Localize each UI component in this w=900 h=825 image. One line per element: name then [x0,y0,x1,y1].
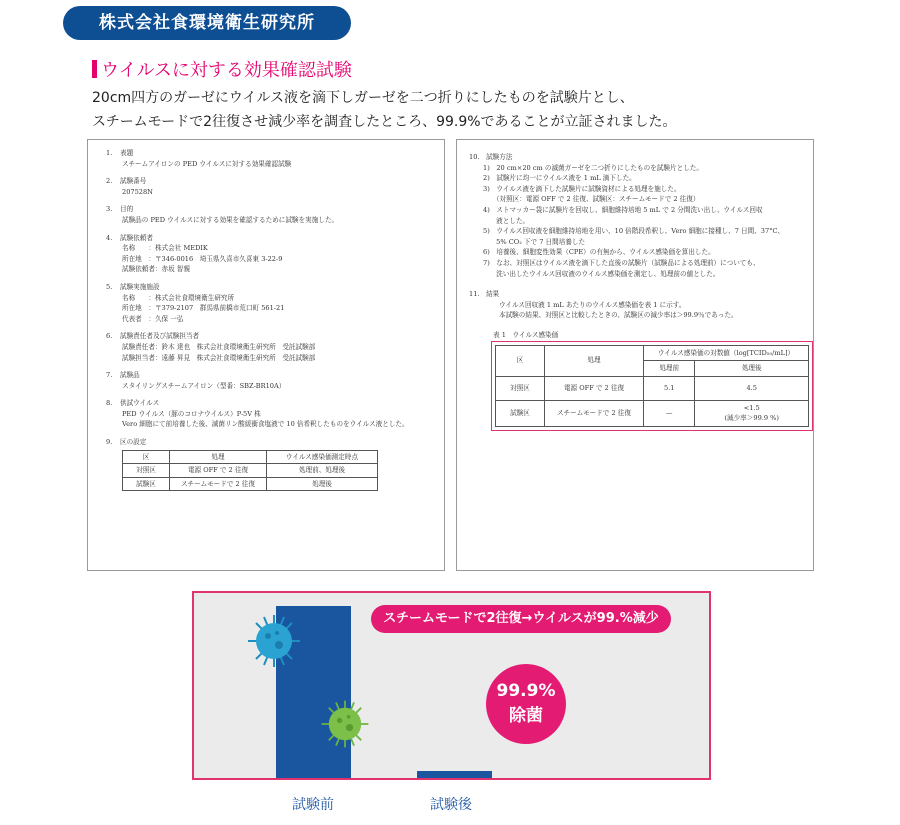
cell: 試験区 [496,400,545,426]
section-title: 試験責任者及び試験担当者 [120,332,200,341]
x-label-before: 試験前 [292,797,334,813]
section-line: 試験担当者：遠藤 昇見 株式会社食環境衛生研究所 受託試験部 [122,353,316,362]
method-step: 2) 試験片に均一にウイルス液を 1 mL 滴下した。 [483,174,636,183]
method-title: 10. 試験方法 [469,153,513,161]
result-title: 11. 結果 [469,290,500,299]
section-title: 目的 [120,205,134,214]
table-row [123,464,378,478]
result-table [495,345,809,427]
section-number: 7. [106,371,113,380]
heading-marker [92,60,97,78]
x-label-after: 試験後 [430,797,472,813]
result-line: ウイルス回収液 1 mL あたりのウイルス感染価を表 1 に示す。 [499,300,686,309]
method-step: （対照区：電源 OFF で 2 往復、試験区：スチームモードで 2 往復） [483,195,700,204]
section-heading [106,233,434,244]
table-row [496,400,809,426]
cell: スチームモードで 2 往復 [170,477,267,491]
badge-text: 除菌 [509,706,543,726]
section-number: 9. [106,438,113,447]
section-heading [106,398,434,409]
section-heading [106,204,434,215]
section-line: スチームアイロンの PED ウイルスに対する効果確認試験 [122,159,292,168]
section-line: 試験依頼者：赤坂 智親 [122,265,191,274]
section-number: 2. [106,177,113,186]
col-group: ウイルス感染価の対数値（log[TCID₅₀/mL]） [644,345,809,361]
section-heading [106,331,434,342]
bar-after [417,771,492,778]
method-step: 1) 20 cm×20 cm の滅菌ガーゼを二つ折りにしたものを試験片とした。 [483,163,703,172]
virus-icon [244,611,304,671]
method-steps [469,163,803,280]
heading-text: ウイルスに対する効果確認試験 [101,60,352,81]
section-heading [106,148,434,159]
virus-icon [318,697,372,751]
section-line: スタイリングスチームアイロン（型番：SBZ-BR10A） [122,381,286,390]
section-number: 3. [106,205,113,214]
intro-line-2: スチームモードで2往復させ減少率を調査したところ、99.9%であることが立証されました。 [92,114,677,130]
section-title: 供試ウイルス [120,399,160,408]
section-line: Vero 細胞にて前培養した後、滅菌リン酸緩衝食塩液で 10 倍希釈したものをウイルス液とした。 [122,420,409,429]
col-after: 処理後 [695,361,809,377]
method-step: 7) なお、対照区はウイルス液を滴下した直後の試験片（試験品による処理前）についても、 [483,258,760,267]
company-badge: 株式会社食環境衛生研究所 [63,6,351,40]
result-line: 本試験の結果、対照区と比較したときの、試験区の減少率は＞99.9％であった。 [499,311,738,320]
section-number: 5. [106,282,113,291]
method-step: 6) 培養後、細胞変性効果（CPE）の有無から、ウイルス感染価を算出した。 [483,248,715,257]
cell: 電源 OFF で 2 往復 [170,464,267,478]
section-line: 試験責任者：鈴木 達也 株式会社食環境衛生研究所 受託試験部 [122,342,316,351]
cell-note: (減少率＞99.9 %) [724,414,779,423]
cell: 電源 OFF で 2 往復 [545,376,644,400]
reduction-badge [486,664,566,744]
col-shori: 処理 [545,345,644,376]
section-line: 名称 ：株式会社 MEDIK [122,244,208,253]
result-table-frame [491,341,813,431]
section-line: 207528N [122,187,153,196]
cell: — [644,400,695,426]
report-left-body [88,140,444,448]
section-number: 4. [106,233,113,242]
method-step: 洗い出したウイルス回収液のウイルス感染価を測定し、処理前の値とした。 [483,269,720,278]
section-line: 名称 ：株式会社食環境衛生研究所 [122,293,235,302]
col-ku: 区 [123,450,170,464]
col-timing: ウイルス感染価測定時点 [267,450,378,464]
section-title: 試験番号 [120,177,147,186]
cell: 対照区 [496,376,545,400]
table-row [123,477,378,491]
cell: 処理前、処理後 [267,464,378,478]
col-before: 処理前 [644,361,695,377]
section-heading [106,176,434,187]
section-heading [106,370,434,381]
intro-line-1: 20cm四方のガーゼにウイルス液を滴下しガーゼを二つ折りにしたものを試験片とし、 [92,90,634,106]
section-title: 区の設定 [120,438,147,447]
badge-percent: 99.9% [496,681,556,701]
section-number: 6. [106,332,113,341]
group-setting-table [122,450,378,492]
report-page-left [87,139,445,571]
section-line: 代表者 ：久保 一弘 [122,314,184,323]
method-step: 5% CO₂ 下で 7 日間培養した [483,237,586,246]
section-line: PED ウイルス（豚のコロナウイルス）P-5V 株 [122,409,261,418]
section-heading [106,437,434,448]
report-page-right [456,139,814,571]
method-step: 液とした。 [483,216,530,225]
method-step: 3) ウイルス液を滴下した試験片に試験資材による処理を施した。 [483,184,681,193]
cell: スチームモードで 2 往復 [545,400,644,426]
method-step: 4) ストマッカー袋に試験片を回収し、細胞維持培地 5 mL で 2 分間洗い出し、ウイルス回収 [483,205,763,214]
cell [695,400,809,426]
section-title: 表題 [120,149,134,157]
section-line: 所在地 ：〒379-2107 群馬県前橋市荒口町 561-21 [122,304,285,313]
section-heading [106,282,434,293]
cell: 5.1 [644,376,695,400]
section-number: 8. [106,399,113,408]
cell: 対照区 [123,464,170,478]
table-caption: 表 1 ウイルス感染価 [493,330,559,339]
section-title: 試験依頼者 [120,233,153,242]
method-step: 5) ウイルス回収液を細胞維持培地を用い、10 倍階段希釈し、Vero 細胞に接種し、7 日間、37°C、 [483,227,785,236]
table-row [496,376,809,400]
col-ku: 区 [496,345,545,376]
section-title: 試験品 [120,371,140,380]
section-line: 試験品の PED ウイルスに対する効果を確認するために試験を実施した。 [122,215,339,224]
cell: 処理後 [267,477,378,491]
cell-value: <1.5 [743,403,760,412]
col-shori: 処理 [170,450,267,464]
reduction-callout: スチームモードで2往復→ウイルスが99.%減少 [371,605,671,633]
section-number: 1. [106,149,113,157]
section-line: 所在地 ：〒346-0016 埼玉県久喜市久喜東 3-22-9 [122,254,283,263]
section-title: 試験実施施設 [120,282,160,291]
result-lines [469,300,803,321]
cell: 試験区 [123,477,170,491]
result-chart-panel [192,591,711,780]
cell: 4.5 [695,376,809,400]
section-heading [92,56,352,82]
